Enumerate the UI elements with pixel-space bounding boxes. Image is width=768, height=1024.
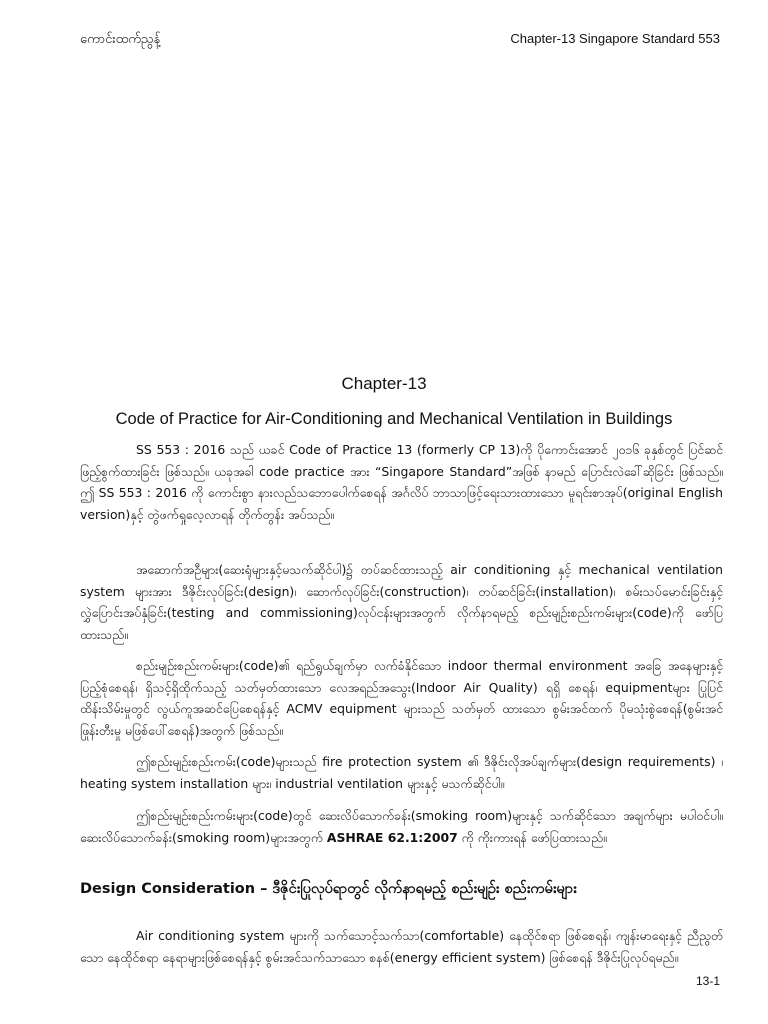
paragraph-1-text: SS 553 : 2016 သည် ယခင် Code of Practice 13 (formerly CP 13)ကို ပိုကောင်းအောင် ၂၀၁၆ ခုနှစ်တွင် ပြင်ဆင်ဖြည့်စွက်ထားခြင်း ဖြစ်သည်။ ယခုအခါ code practice အား “Singapore Standard”အဖြစ် နာမည် ပြောင်းလဲခေါ်ဆိုခြင်း ဖြစ်သည်။ ဤ SS 553 : 2016 ကို ကောင်းစွာ နားလည်သဘောပေါက်စေရန် အင်္ဂလိပ် ဘာသာဖြင့်ရေးသားထားသော မူရင်းစာအုပ်(original English version)နှင့် တွဲဖက်ရှုလေ့လာရန် တိုက်တွန်း အပ်သည်။ [80,442,723,522]
paragraph-5-text [80,805,723,848]
paragraph-4-text: ဤစည်းမျဉ်းစည်းကမ်း(code)များသည် fire protection system ၏ ဒီဇိုင်းလိုအပ်ချက်များ(design requirements) ၊ heating system installation များ၊ industrial ventilation များနှင့် မသက်ဆိုင်ပါ။ [80,754,723,791]
paragraph-1 [80,439,723,525]
paragraph-5 [80,805,723,848]
running-header-left: ကောင်းထက်ညွန့် [80,32,161,47]
paragraph-3-text: စည်းမျဉ်းစည်းကမ်းများ(code)၏ ရည်ရွယ်ချက်မှာ လက်ခံနိုင်သော indoor thermal environment အခြေ အနေများနှင့် ပြည့်စုံစေရန်၊ ရှိသင့်ရှိထိုက်သည့် သတ်မှတ်ထားသော လေအရည်အသွေး(Indoor Air Quality) ရရှိ စေရန်၊ equipmentများ ပြုပြင်ထိန်းသိမ်းမှုတွင် လွယ်ကူအဆင်ပြေစေရန်နှင့် ACMV equipment များသည် သတ်မှတ် ထားသော စွမ်းအင်ထက် ပိုမသုံးစွဲစေရန်(စွမ်းအင်ဖြုန်းတီးမှု မဖြစ်ပေါ်စေရန်)အတွက် ဖြစ်သည်။ [80,658,723,738]
section-heading: Design Consideration – ဒီဇိုင်းပြုလုပ်ရာတွင် လိုက်နာရမည့် စည်းမျဉ်း စည်းကမ်းများ [80,881,577,897]
paragraph-6-text: Air conditioning system များကို သက်သောင့်သက်သာ(comfortable) နေထိုင်စရာ ဖြစ်စေရန်၊ ကျန်းမာရေးနှင့် ညီညွတ်သော နေထိုင်စရာ နေရာများဖြစ်စေရန်နှင့် စွမ်းအင်သက်သာသော စနစ်(energy efficient system) ဖြစ်စေရန် ဒီဇိုင်းပြုလုပ်ရမည်။ [80,928,723,965]
chapter-label: Chapter-13 [341,374,427,393]
paragraph-5-part-b: ကို ကိုးကားရန် ဖော်ပြထားသည်။ [457,829,607,845]
paragraph-5-part-a: ဤစည်းမျဉ်းစည်းကမ်းများ(code)တွင် ဆေးလိပ်သောက်ခန်း(smoking room)များနှင့် သက်ဆိုင်သော အချက်များ မပါဝင်ပါ။ ဆေးလိပ်သောက်ခန်း(smoking room)များအတွက် [80,808,723,845]
paragraph-4 [80,751,723,794]
paragraph-2 [80,559,723,645]
chapter-title: Code of Practice for Air-Conditioning and Mechanical Ventilation in Buildings [115,410,673,428]
paragraph-3 [80,655,723,741]
ashrae-reference: ASHRAE 62.1:2007 [326,829,458,845]
paragraph-6 [80,925,723,968]
page-number: 13-1 [695,974,720,988]
running-header-right: Chapter-13 Singapore Standard 553 [510,31,720,46]
paragraph-2-text: အဆောက်အဦများ(ဆေးရုံများနှင့်မသက်ဆိုင်ပါ)၌ တပ်ဆင်ထားသည့် air conditioning နှင့် mechanical ventilation system များအား ဒီဇိုင်းလုပ်ခြင်း(design)၊ ဆောက်လုပ်ခြင်း(construction)၊ တပ်ဆင်ခြင်း(installation)၊ စမ်းသပ်မောင်းခြင်းနှင့် လွှဲပြောင်းအပ်နှံခြင်း(testing and commissioning)လုပ်ငန်းများအတွက် လိုက်နာရမည့် စည်းမျဉ်းစည်းကမ်းများ(code)ကို ဖော်ပြထားသည်။ [80,562,723,642]
